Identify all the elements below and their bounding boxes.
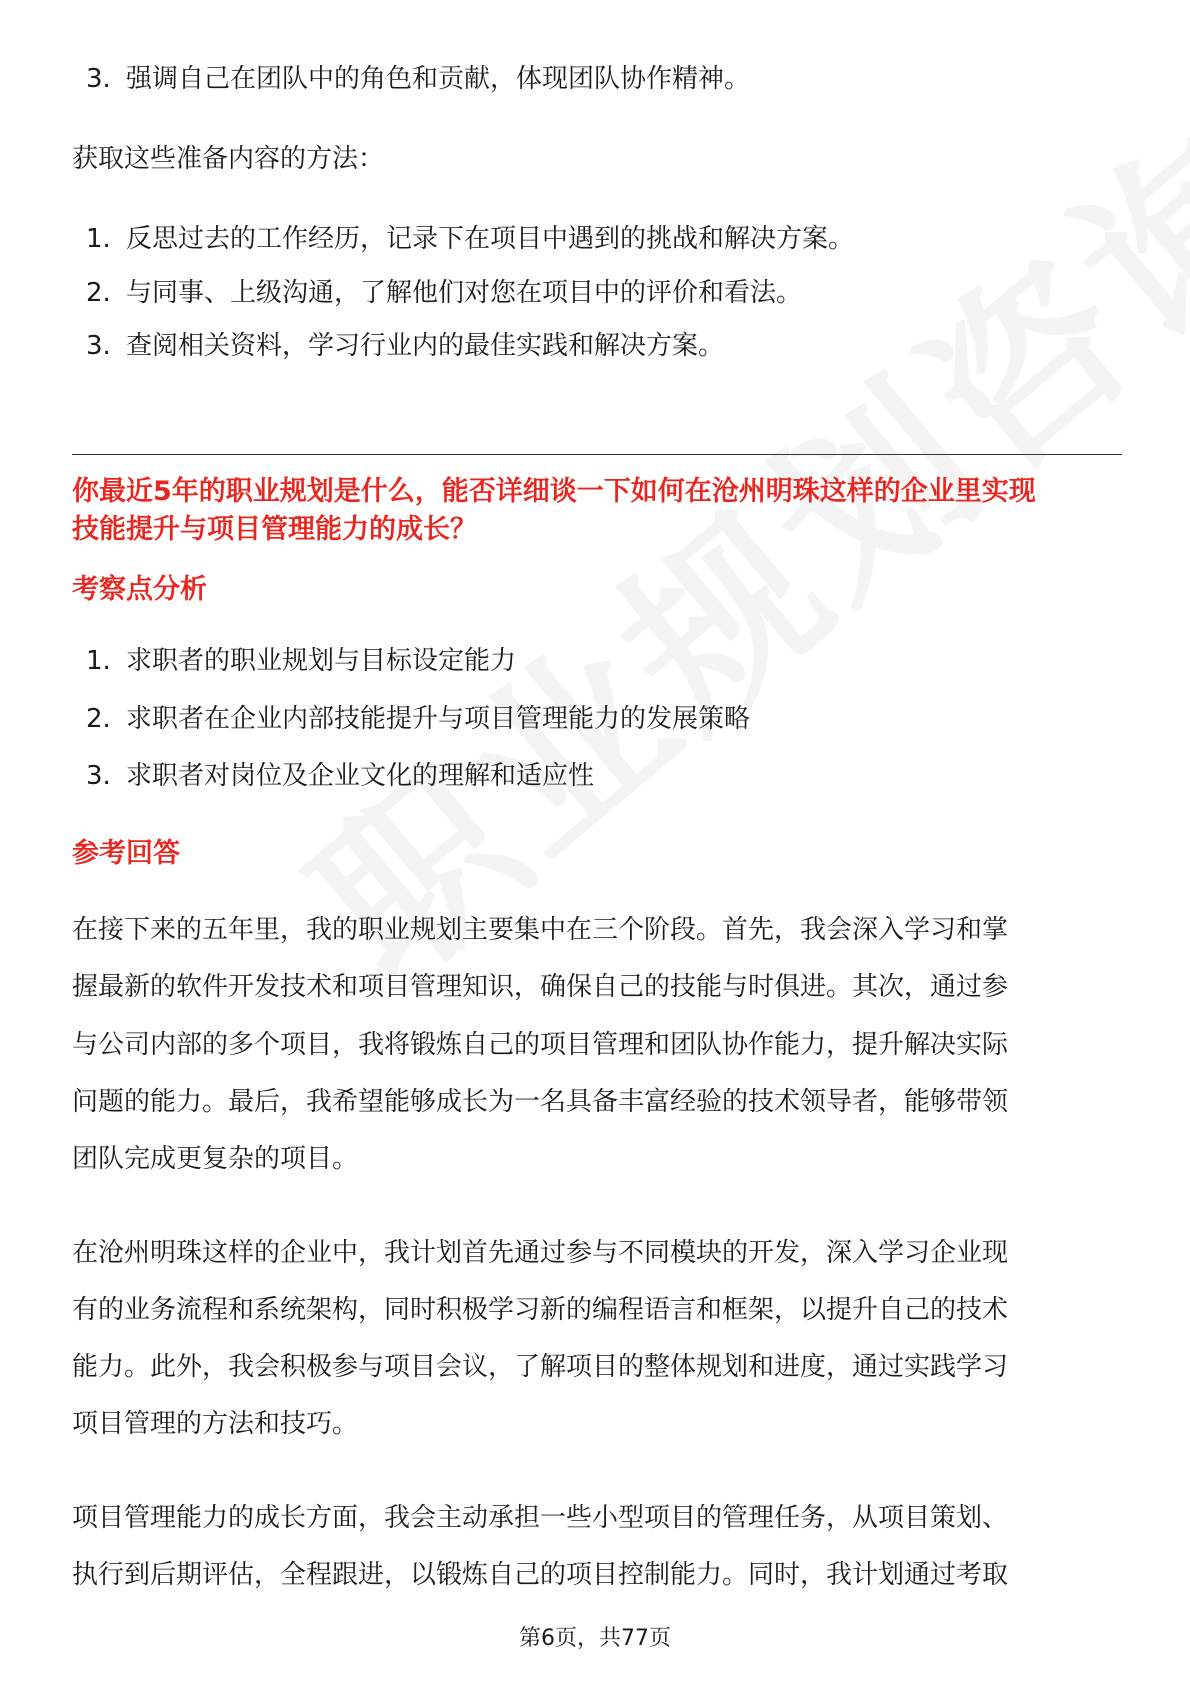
list-text: 与同事、上级沟通，了解他们对您在项目中的评价和看法。 [126,278,803,308]
answer-p2-line: 能力。此外，我会积极参与项目会议，了解项目的整体规划和进度，通过实践学习 [72,1352,1009,1382]
section-divider [72,454,1122,455]
list-number: 3. [86,64,111,94]
list-text: 强调自己在团队中的角色和贡献，体现团队协作精神。 [126,64,751,94]
list-text: 求职者在企业内部技能提升与项目管理能力的发展策略 [126,704,751,734]
list-number: 2. [86,278,111,308]
methods-intro: 获取这些准备内容的方法： [72,144,385,174]
list-number: 1. [86,646,111,676]
list-item [86,276,802,310]
answer-p1-line: 团队完成更复杂的项目。 [72,1144,359,1174]
list-item [86,702,750,736]
list-item [86,329,724,363]
analysis-heading: 考察点分析 [72,574,207,605]
answer-p2-line: 在沧州明珠这样的企业中，我计划首先通过参与不同模块的开发，深入学习企业现 [72,1238,1009,1268]
answer-p2-line: 项目管理的方法和技巧。 [72,1409,359,1439]
list-text: 求职者对岗位及企业文化的理解和适应性 [126,761,595,791]
list-text: 反思过去的工作经历，记录下在项目中遇到的挑战和解决方案。 [126,224,855,254]
list-item [86,62,750,96]
list-text: 求职者的职业规划与目标设定能力 [126,646,517,676]
list-number: 2. [86,704,111,734]
list-text: 查阅相关资料，学习行业内的最佳实践和解决方案。 [126,331,725,361]
question-line-1: 你最近5年的职业规划是什么，能否详细谈一下如何在沧州明珠这样的企业里实现 [72,476,1036,507]
answer-p1-line: 与公司内部的多个项目，我将锻炼自己的项目管理和团队协作能力，提升解决实际 [72,1030,1009,1060]
answer-p3-line: 执行到后期评估，全程跟进，以锻炼自己的项目控制能力。同时，我计划通过考取 [72,1560,1009,1590]
list-number: 3. [86,761,111,791]
list-item [86,759,594,793]
list-number: 3. [86,331,111,361]
list-number: 1. [86,224,111,254]
list-item [86,644,516,678]
answer-heading: 参考回答 [72,838,180,869]
question-line-2: 技能提升与项目管理能力的成长？ [72,514,477,545]
answer-p1-line: 在接下来的五年里，我的职业规划主要集中在三个阶段。首先，我会深入学习和掌 [72,915,1009,945]
answer-p2-line: 有的业务流程和系统架构，同时积极学习新的编程语言和框架，以提升自己的技术 [72,1295,1009,1325]
list-item [86,222,854,256]
answer-p1-line: 问题的能力。最后，我希望能够成长为一名具备丰富经验的技术领导者，能够带领 [72,1087,1009,1117]
answer-p3-line: 项目管理能力的成长方面，我会主动承担一些小型项目的管理任务，从项目策划、 [72,1503,1009,1533]
page-number: 第6页，共77页 [519,1626,671,1651]
answer-p1-line: 握最新的软件开发技术和项目管理知识，确保自己的技能与时俱进。其次，通过参 [72,972,1009,1002]
